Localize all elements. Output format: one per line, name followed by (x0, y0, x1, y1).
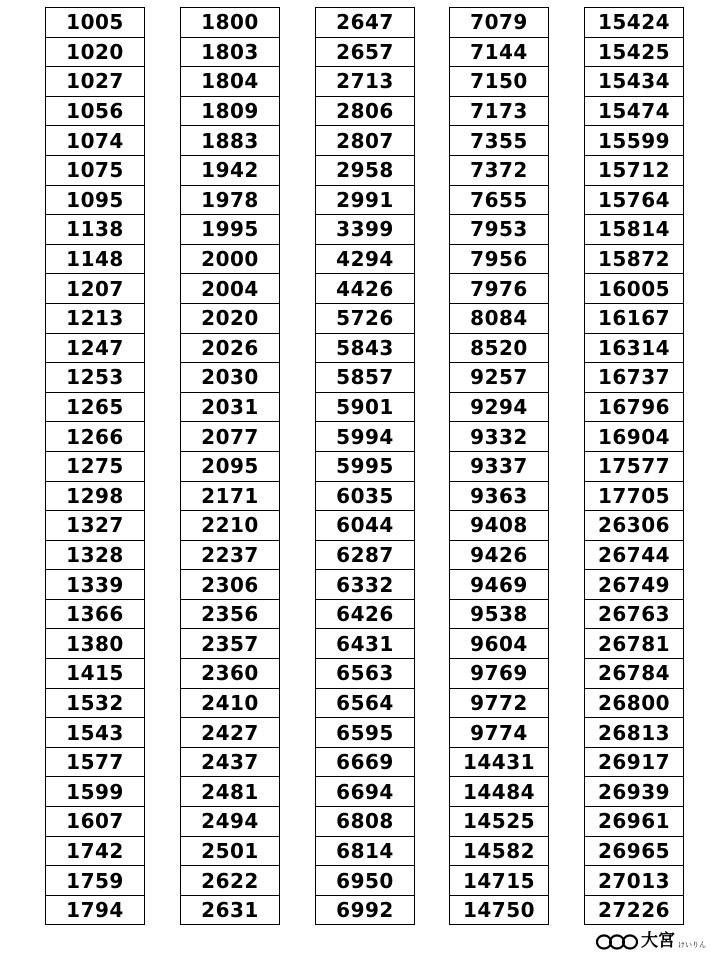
number-cell: 1804 (181, 67, 279, 97)
number-cell: 15425 (585, 38, 683, 68)
number-cell: 1883 (181, 126, 279, 156)
number-cell: 1942 (181, 156, 279, 186)
number-cell: 26800 (585, 689, 683, 719)
number-cell: 1253 (46, 363, 144, 393)
number-cell: 26961 (585, 807, 683, 837)
number-cell: 2306 (181, 570, 279, 600)
number-cell: 1607 (46, 807, 144, 837)
number-cell: 1265 (46, 393, 144, 423)
number-cell: 7956 (450, 245, 548, 275)
number-cell: 7355 (450, 126, 548, 156)
number-cell: 1380 (46, 629, 144, 659)
number-cell: 7655 (450, 186, 548, 216)
number-cell: 6669 (316, 748, 414, 778)
number-cell: 5726 (316, 304, 414, 334)
number-cell: 7372 (450, 156, 548, 186)
number-cell: 2958 (316, 156, 414, 186)
number-cell: 9604 (450, 629, 548, 659)
number-cell: 17705 (585, 482, 683, 512)
number-cell: 3399 (316, 215, 414, 245)
number-cell: 16167 (585, 304, 683, 334)
number-cell: 5901 (316, 393, 414, 423)
number-cell: 9337 (450, 452, 548, 482)
number-cell: 2360 (181, 659, 279, 689)
number-cell: 15814 (585, 215, 683, 245)
number-cell: 2631 (181, 896, 279, 926)
number-cell: 1800 (181, 8, 279, 38)
number-cell: 16737 (585, 363, 683, 393)
number-cell: 6287 (316, 541, 414, 571)
number-cell: 2991 (316, 186, 414, 216)
number-cell: 2237 (181, 541, 279, 571)
number-cell: 8084 (450, 304, 548, 334)
number-cell: 6426 (316, 600, 414, 630)
number-cell: 6044 (316, 511, 414, 541)
number-cell: 7079 (450, 8, 548, 38)
number-cell: 1148 (46, 245, 144, 275)
number-cell: 6950 (316, 866, 414, 896)
number-column (315, 7, 415, 925)
number-cell: 2026 (181, 334, 279, 364)
number-cell: 26939 (585, 777, 683, 807)
number-cell: 26965 (585, 837, 683, 867)
number-cell: 9332 (450, 422, 548, 452)
number-cell: 27013 (585, 866, 683, 896)
number-cell: 9363 (450, 482, 548, 512)
number-cell: 1275 (46, 452, 144, 482)
number-cell: 6694 (316, 777, 414, 807)
number-cell: 27226 (585, 896, 683, 926)
number-cell: 5843 (316, 334, 414, 364)
number-cell: 6814 (316, 837, 414, 867)
number-cell: 2357 (181, 629, 279, 659)
number-cell: 26744 (585, 541, 683, 571)
number-cell: 5995 (316, 452, 414, 482)
number-cell: 1532 (46, 689, 144, 719)
number-cell: 1978 (181, 186, 279, 216)
number-cell: 16314 (585, 334, 683, 364)
number-cell: 6035 (316, 482, 414, 512)
number-column (180, 7, 280, 925)
number-cell: 1803 (181, 38, 279, 68)
number-cell: 1074 (46, 126, 144, 156)
number-cell: 15599 (585, 126, 683, 156)
number-cell: 6595 (316, 718, 414, 748)
number-cell: 2030 (181, 363, 279, 393)
number-cell: 2622 (181, 866, 279, 896)
number-cell: 9257 (450, 363, 548, 393)
number-cell: 15712 (585, 156, 683, 186)
number-cell: 26749 (585, 570, 683, 600)
number-cell: 26813 (585, 718, 683, 748)
number-cell: 7173 (450, 97, 548, 127)
logo-name: 大宮 (641, 931, 675, 951)
number-cell: 2171 (181, 482, 279, 512)
number-cell: 1266 (46, 422, 144, 452)
number-cell: 1543 (46, 718, 144, 748)
number-cell: 2713 (316, 67, 414, 97)
number-cell: 16904 (585, 422, 683, 452)
number-cell: 1056 (46, 97, 144, 127)
number-cell: 1095 (46, 186, 144, 216)
logo-subtitle: けいりん (678, 941, 706, 949)
number-cell: 1577 (46, 748, 144, 778)
number-cell: 9769 (450, 659, 548, 689)
number-column (45, 7, 145, 925)
number-cell: 5994 (316, 422, 414, 452)
number-cell: 5857 (316, 363, 414, 393)
number-cell: 16796 (585, 393, 683, 423)
number-cell: 7150 (450, 67, 548, 97)
number-cell: 15872 (585, 245, 683, 275)
number-cell: 1809 (181, 97, 279, 127)
number-cell: 9426 (450, 541, 548, 571)
number-cell: 2806 (316, 97, 414, 127)
number-cell: 1599 (46, 777, 144, 807)
number-cell: 1213 (46, 304, 144, 334)
number-cell: 6564 (316, 689, 414, 719)
number-cell: 2000 (181, 245, 279, 275)
number-cell: 1339 (46, 570, 144, 600)
number-cell: 14431 (450, 748, 548, 778)
number-cell: 9772 (450, 689, 548, 719)
number-column (584, 7, 684, 925)
number-cell: 9774 (450, 718, 548, 748)
number-cell: 1328 (46, 541, 144, 571)
number-cell: 26784 (585, 659, 683, 689)
number-cell: 8520 (450, 334, 548, 364)
number-cell: 4294 (316, 245, 414, 275)
number-cell: 2004 (181, 274, 279, 304)
number-cell: 2410 (181, 689, 279, 719)
triple-ring-logo-icon (595, 934, 639, 950)
number-cell: 2031 (181, 393, 279, 423)
number-cell: 17577 (585, 452, 683, 482)
number-cell: 15764 (585, 186, 683, 216)
number-cell: 6992 (316, 896, 414, 926)
number-cell: 2501 (181, 837, 279, 867)
number-cell: 1415 (46, 659, 144, 689)
number-cell: 1759 (46, 866, 144, 896)
number-cell: 2095 (181, 452, 279, 482)
number-cell: 9538 (450, 600, 548, 630)
number-cell: 1027 (46, 67, 144, 97)
number-cell: 2494 (181, 807, 279, 837)
number-cell: 14582 (450, 837, 548, 867)
number-cell: 26917 (585, 748, 683, 778)
number-cell: 1366 (46, 600, 144, 630)
number-cell: 15424 (585, 8, 683, 38)
number-cell: 2020 (181, 304, 279, 334)
number-cell: 2481 (181, 777, 279, 807)
number-cell: 9469 (450, 570, 548, 600)
number-cell: 1298 (46, 482, 144, 512)
number-cell: 7976 (450, 274, 548, 304)
number-cell: 2077 (181, 422, 279, 452)
number-cell: 2657 (316, 38, 414, 68)
number-cell: 26306 (585, 511, 683, 541)
number-cell: 7953 (450, 215, 548, 245)
number-cell: 2807 (316, 126, 414, 156)
number-cell: 2437 (181, 748, 279, 778)
number-cell: 6332 (316, 570, 414, 600)
number-column (449, 7, 549, 925)
number-cell: 14525 (450, 807, 548, 837)
number-cell: 26781 (585, 629, 683, 659)
number-cell: 9294 (450, 393, 548, 423)
number-cell: 1794 (46, 896, 144, 926)
number-cell: 1207 (46, 274, 144, 304)
number-cell: 1020 (46, 38, 144, 68)
number-cell: 1075 (46, 156, 144, 186)
number-cell: 15474 (585, 97, 683, 127)
number-cell: 1005 (46, 8, 144, 38)
number-cell: 14750 (450, 896, 548, 926)
number-cell: 4426 (316, 274, 414, 304)
number-cell: 6808 (316, 807, 414, 837)
number-cell: 6563 (316, 659, 414, 689)
number-cell: 6431 (316, 629, 414, 659)
number-cell: 7144 (450, 38, 548, 68)
number-cell: 14715 (450, 866, 548, 896)
number-cell: 2210 (181, 511, 279, 541)
number-cell: 1995 (181, 215, 279, 245)
number-cell: 26763 (585, 600, 683, 630)
number-cell: 1247 (46, 334, 144, 364)
number-cell: 15434 (585, 67, 683, 97)
number-cell: 9408 (450, 511, 548, 541)
number-cell: 16005 (585, 274, 683, 304)
number-cell: 1327 (46, 511, 144, 541)
number-cell: 2356 (181, 600, 279, 630)
number-cell: 1742 (46, 837, 144, 867)
number-cell: 14484 (450, 777, 548, 807)
logo (595, 933, 706, 950)
number-cell: 1138 (46, 215, 144, 245)
number-cell: 2647 (316, 8, 414, 38)
number-cell: 2427 (181, 718, 279, 748)
